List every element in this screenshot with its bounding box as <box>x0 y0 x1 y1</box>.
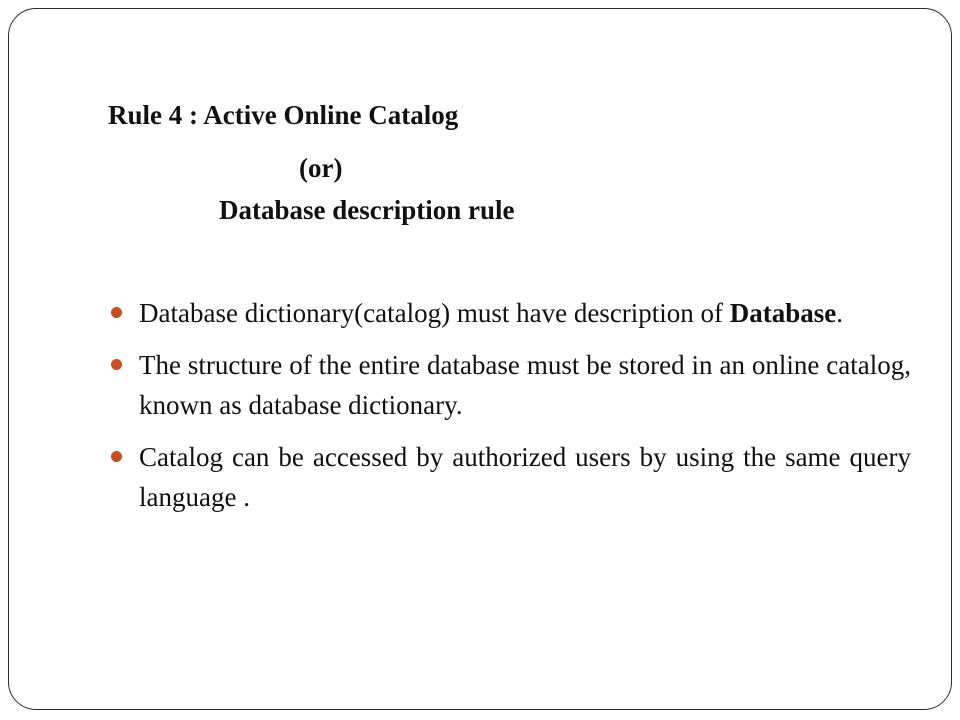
bullet-item <box>108 437 911 517</box>
slide-subtitle: Database description rule <box>219 195 515 225</box>
bullet-dot-icon <box>111 307 122 318</box>
bullet-dot-icon <box>111 451 122 462</box>
bullet-item <box>108 345 911 425</box>
bullet-text: Catalog can be accessed by authorized users by using the same query language . <box>139 442 911 512</box>
bullet-dot-icon <box>111 359 122 370</box>
bullet-bold-text: Database <box>729 298 837 328</box>
slide-or-text: (or) <box>299 153 343 183</box>
bullet-text: The structure of the entire database must be stored in an online catalog, known as database dictionary. <box>139 350 911 420</box>
bullet-suffix: . <box>836 298 844 328</box>
bullet-item <box>108 293 911 333</box>
slide-frame <box>8 8 952 710</box>
bullet-text: Database dictionary(catalog) must have description of <box>139 298 730 328</box>
bullet-list <box>108 293 911 529</box>
slide-title: Rule 4 : Active Online Catalog <box>108 100 459 130</box>
